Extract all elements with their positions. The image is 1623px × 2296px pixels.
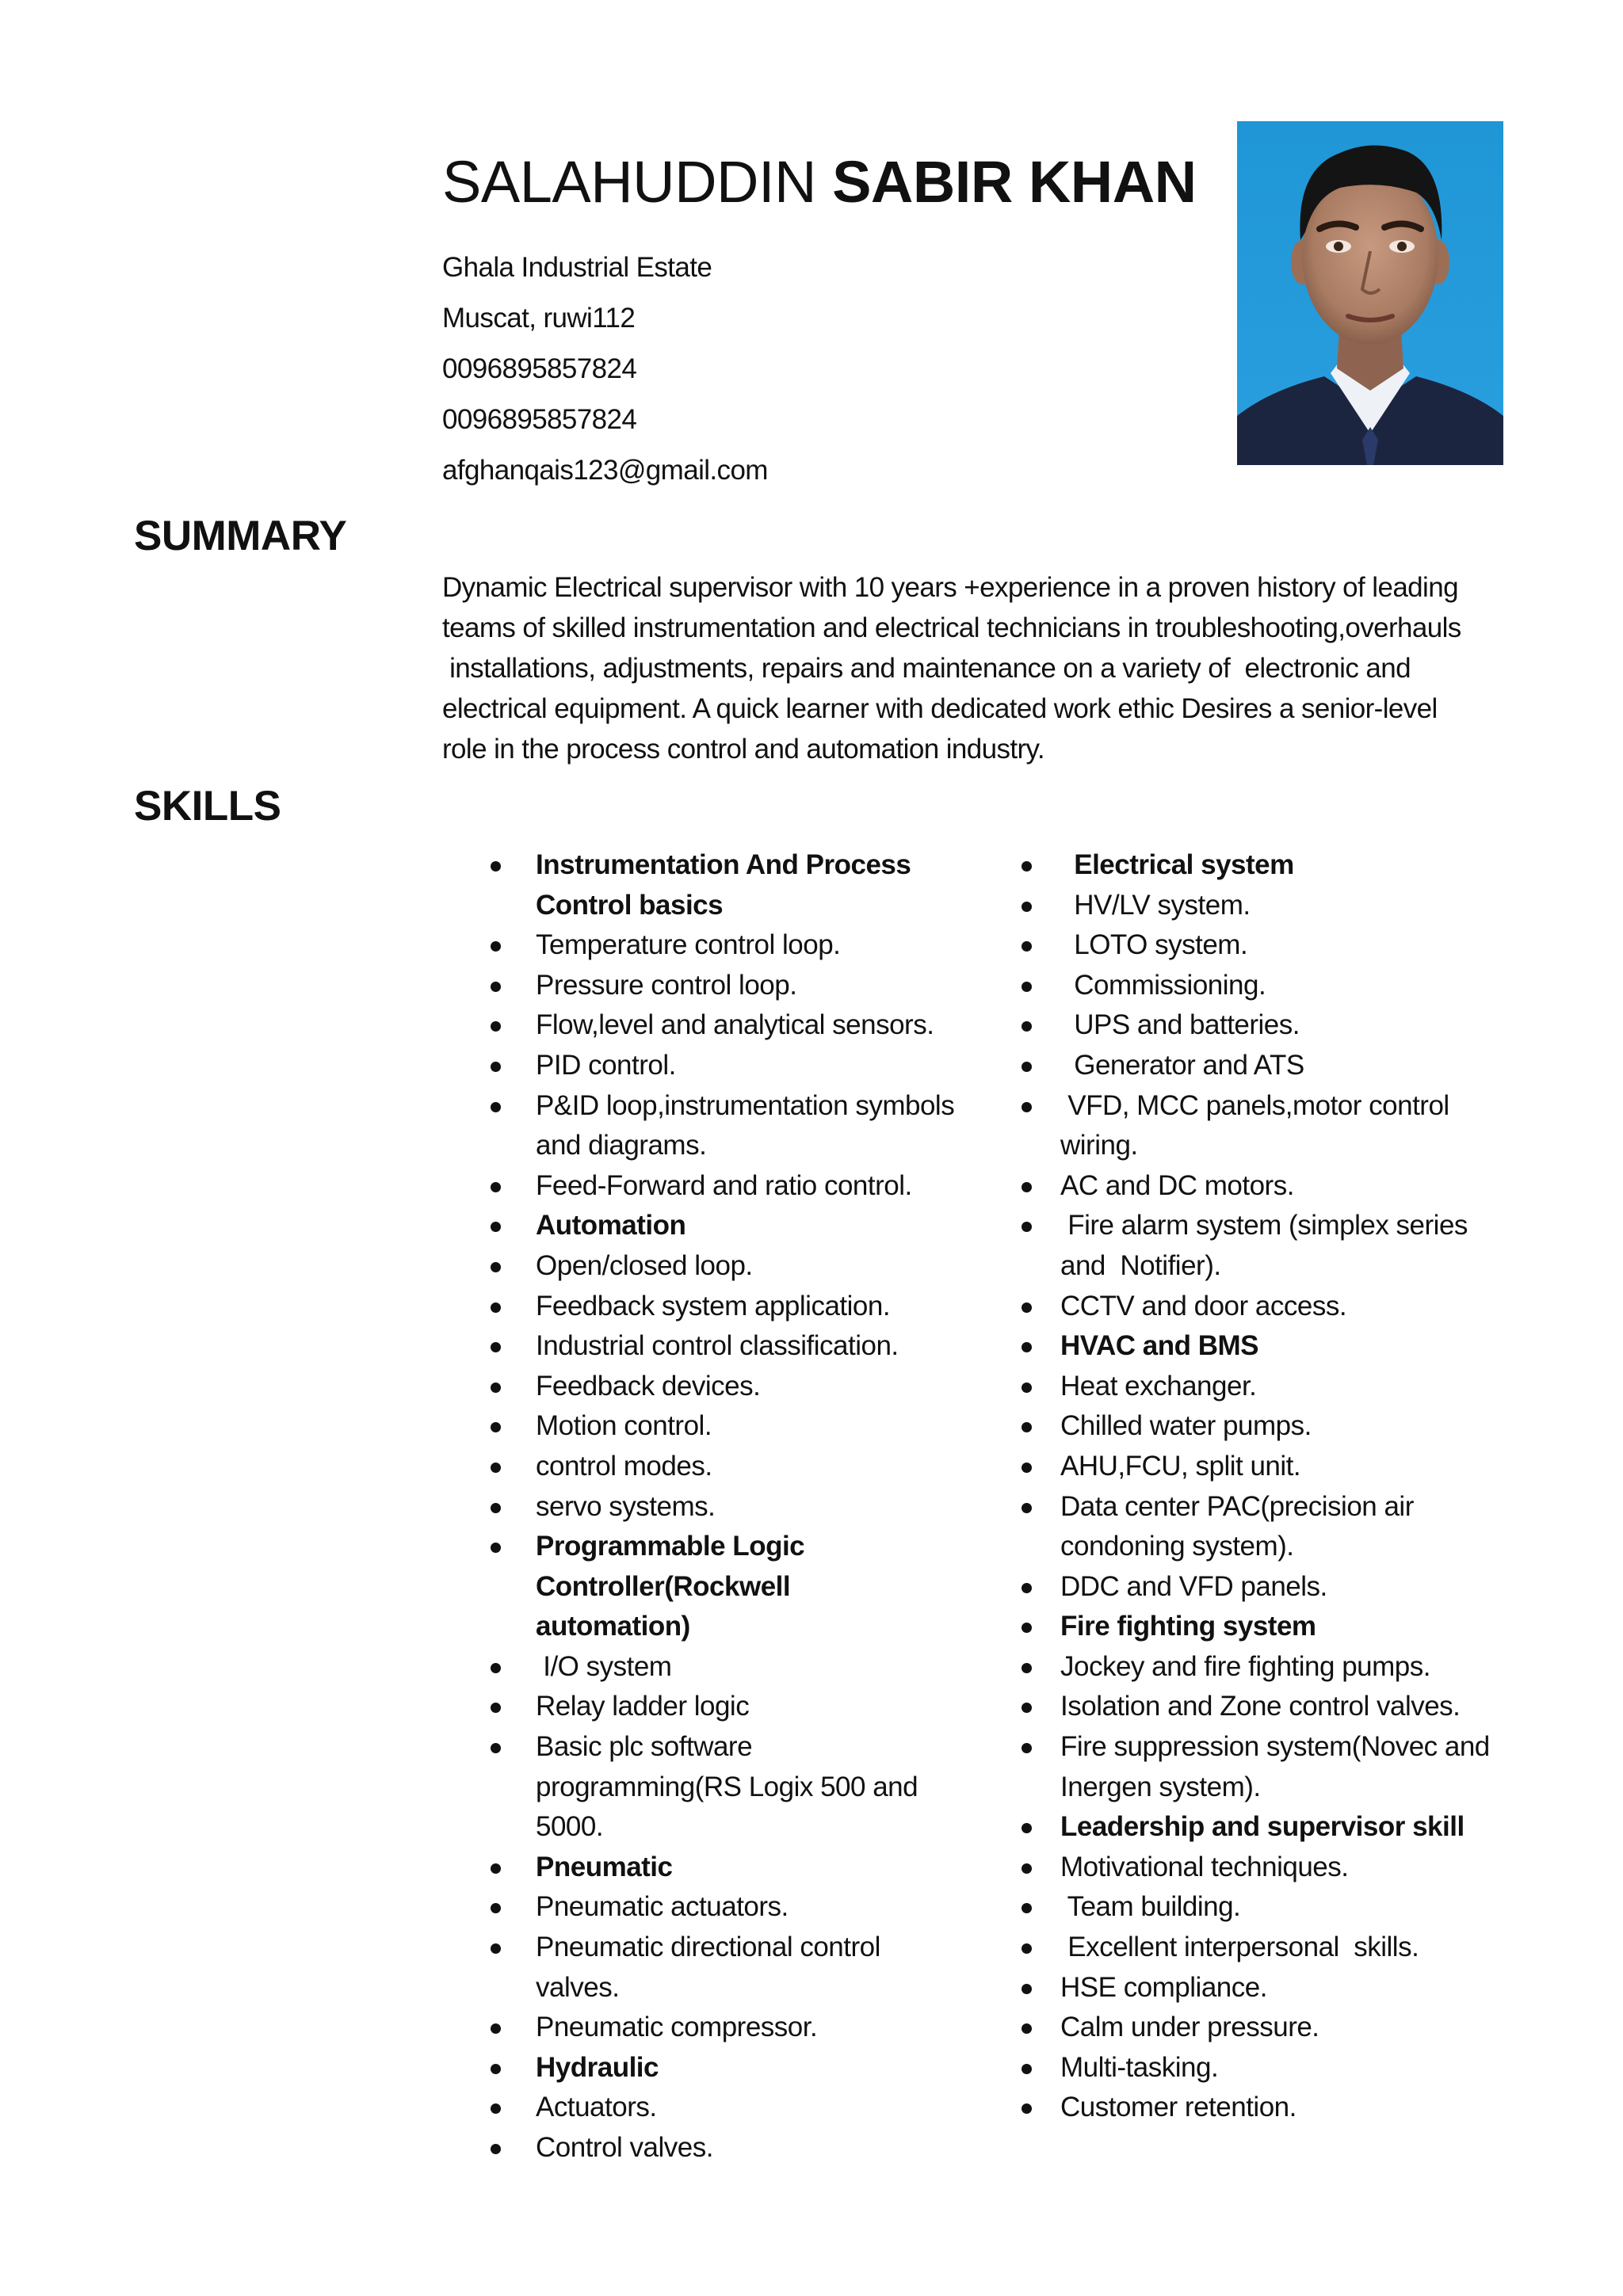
skill-text-line: 5000.	[536, 1811, 604, 1843]
skill-text-line: HSE compliance.	[1060, 1971, 1267, 2003]
bullet-icon	[1022, 1062, 1032, 1072]
summary-line: electrical equipment. A quick learner with dedicated work ethic Desires a senior-level	[442, 693, 1438, 724]
skill-text-line: Team building.	[1060, 1891, 1241, 1923]
skill-item	[1014, 2088, 1522, 2128]
skill-text-line: HVAC and BMS	[1060, 1330, 1259, 1362]
bullet-icon	[1022, 1863, 1032, 1874]
skill-text	[1060, 2048, 1522, 2088]
skill-item	[1014, 966, 1522, 1006]
summary-line: Dynamic Electrical supervisor with 10 years +experience in a proven history of leading	[442, 572, 1458, 603]
skill-text	[1060, 1848, 1522, 1888]
skill-category	[483, 845, 991, 925]
skill-item	[1014, 1206, 1522, 1286]
bullet-icon	[1022, 941, 1032, 952]
bullet-icon	[1022, 1021, 1032, 1032]
skill-item	[1014, 1848, 1522, 1888]
bullet-icon	[1022, 1984, 1032, 1994]
skill-text	[1060, 1287, 1522, 1327]
skill-item	[1014, 1287, 1522, 1327]
skill-text-line: Automation	[536, 1210, 686, 1241]
skill-text	[1060, 1326, 1522, 1367]
skill-text	[536, 1447, 991, 1487]
bullet-icon	[491, 1102, 501, 1112]
first-name: SALAHUDDIN	[442, 149, 816, 215]
skill-text-line: Temperature control loop.	[536, 929, 841, 961]
bullet-icon	[1022, 2103, 1032, 2114]
skill-text	[1067, 1005, 1522, 1046]
summary-paragraph	[442, 567, 1504, 769]
skill-text	[536, 845, 991, 925]
bullet-icon	[1022, 982, 1032, 992]
skill-item	[483, 1687, 991, 1727]
skill-text	[1060, 1887, 1522, 1928]
skill-text	[536, 1887, 991, 1928]
skill-text-line: Feed-Forward and ratio control.	[536, 1169, 912, 1201]
skill-text	[536, 925, 991, 966]
bullet-icon	[1022, 1623, 1032, 1633]
skills-left-column	[483, 845, 991, 2168]
bullet-icon	[1022, 1663, 1032, 1673]
skill-item	[483, 1005, 991, 1046]
skill-text	[536, 2008, 991, 2048]
summary-line: teams of skilled instrumentation and electrical technicians in troubleshooting,overhauls	[442, 612, 1461, 643]
skill-text	[1060, 1206, 1522, 1286]
summary-line: role in the process control and automation industry.	[442, 734, 1044, 765]
bullet-icon	[1022, 1182, 1032, 1192]
skill-item	[1014, 1887, 1522, 1928]
skill-text	[1067, 886, 1522, 926]
skill-item	[483, 1727, 991, 1848]
skill-text-line: Jockey and fire fighting pumps.	[1060, 1650, 1430, 1682]
skill-text-line: Calm under pressure.	[1060, 2012, 1319, 2043]
candidate-name	[442, 144, 1197, 220]
bullet-icon	[491, 1903, 501, 1913]
skill-text-line: P&ID loop,instrumentation symbols	[536, 1089, 955, 1121]
skill-text-line: Electrical system	[1067, 849, 1294, 880]
skill-text-line: CCTV and door access.	[1060, 1290, 1347, 1322]
skill-text	[536, 1005, 991, 1046]
skill-text-line: Basic plc software	[536, 1731, 753, 1763]
skill-text-line: Relay ladder logic	[536, 1691, 750, 1722]
skill-text	[536, 1206, 991, 1246]
bullet-icon	[491, 1021, 501, 1032]
skill-text-line: Pneumatic actuators.	[536, 1891, 789, 1923]
skill-text-line: Chilled water pumps.	[1060, 1410, 1312, 1442]
email: afghanqais123@gmail.com	[442, 455, 768, 486]
bullet-icon	[1022, 1943, 1032, 1954]
skill-item	[1014, 1727, 1522, 1807]
skill-text	[1060, 1647, 1522, 1688]
skills-heading: SKILLS	[134, 783, 281, 830]
summary-heading: SUMMARY	[134, 513, 347, 559]
skill-text	[536, 1367, 991, 1407]
skill-item	[1014, 1367, 1522, 1407]
bullet-icon	[1022, 902, 1032, 912]
skill-text	[1067, 925, 1522, 966]
skill-text	[536, 1086, 991, 1166]
skill-text-line: AHU,FCU, split unit.	[1060, 1450, 1301, 1482]
skill-text	[536, 1046, 991, 1086]
last-name: SABIR KHAN	[832, 149, 1197, 215]
skill-category	[483, 1206, 991, 1246]
skill-text-line: Inergen system).	[1060, 1771, 1261, 1802]
skill-item	[483, 1166, 991, 1207]
skill-text-line: VFD, MCC panels,motor control	[1060, 1089, 1449, 1121]
skill-text-line: Controller(Rockwell	[536, 1570, 791, 1602]
summary-line: installations, adjustments, repairs and maintenance on a variety of electronic and	[442, 653, 1411, 684]
bullet-icon	[491, 1383, 501, 1393]
bullet-icon	[1022, 1903, 1032, 1913]
bullet-icon	[491, 1943, 501, 1954]
skill-text	[1060, 1086, 1522, 1166]
skill-text	[1060, 1406, 1522, 1447]
skill-text-line: automation)	[536, 1611, 690, 1642]
skill-item	[483, 1487, 991, 1527]
skill-text-line: Heat exchanger.	[1060, 1370, 1257, 1402]
skill-item	[483, 2128, 991, 2168]
skill-item	[483, 1406, 991, 1447]
bullet-icon	[1022, 1222, 1032, 1232]
skill-item	[483, 1326, 991, 1367]
bullet-icon	[491, 1463, 501, 1473]
skill-item	[1014, 1166, 1522, 1207]
skill-text-line: HV/LV system.	[1067, 889, 1251, 921]
skill-text	[1060, 1166, 1522, 1207]
skill-text-line: Isolation and Zone control valves.	[1060, 1691, 1461, 1722]
skill-text	[536, 1848, 991, 1888]
skill-text-line: control modes.	[536, 1450, 712, 1482]
skill-text-line: I/O system	[536, 1650, 672, 1682]
skill-item	[483, 925, 991, 966]
bullet-icon	[491, 2023, 501, 2034]
bullet-icon	[491, 1543, 501, 1553]
skill-text	[536, 1326, 991, 1367]
skill-item	[1014, 1968, 1522, 2008]
skill-text	[536, 1727, 991, 1848]
bullet-icon	[1022, 1583, 1032, 1593]
bullet-icon	[1022, 1743, 1032, 1753]
skill-item	[483, 1086, 991, 1166]
bullet-icon	[491, 1062, 501, 1072]
skill-item	[483, 2088, 991, 2128]
skill-text	[1060, 2008, 1522, 2048]
skill-item	[1014, 1647, 1522, 1688]
skill-text-line: wiring.	[1060, 1130, 1138, 1161]
bullet-icon	[491, 1703, 501, 1713]
bullet-icon	[491, 1182, 501, 1192]
skill-text	[1067, 1046, 1522, 1086]
skill-text-line: valves.	[536, 1971, 620, 2003]
skill-text-line: Leadership and supervisor skill	[1060, 1811, 1465, 1843]
skill-item	[1014, 1928, 1522, 1968]
skill-text-line: Flow,level and analytical sensors.	[536, 1009, 934, 1041]
skill-text-line: Generator and ATS	[1067, 1049, 1304, 1081]
skill-text-line: Feedback system application.	[536, 1290, 891, 1322]
skill-text-line: Pneumatic	[536, 1851, 673, 1882]
bullet-icon	[1022, 1302, 1032, 1313]
bullet-icon	[491, 2144, 501, 2154]
address-line-1: Ghala Industrial Estate	[442, 252, 712, 283]
phone-1: 0096895857824	[442, 353, 637, 384]
skill-item	[1014, 2008, 1522, 2048]
skill-text	[536, 2048, 991, 2088]
bullet-icon	[491, 941, 501, 952]
bullet-icon	[1022, 1342, 1032, 1352]
skill-item	[1014, 925, 1522, 966]
skill-text	[1060, 1447, 1522, 1487]
profile-photo	[1237, 121, 1503, 465]
skill-text-line: Open/closed loop.	[536, 1249, 753, 1281]
skill-item	[1014, 1086, 1522, 1166]
skill-text-line: Motion control.	[536, 1410, 712, 1442]
skill-item	[483, 1887, 991, 1928]
bullet-icon	[1022, 1463, 1032, 1473]
skill-text-line: Motivational techniques.	[1060, 1851, 1349, 1882]
skill-text	[536, 2128, 991, 2168]
bullet-icon	[1022, 2023, 1032, 2034]
skill-category	[1014, 1326, 1522, 1367]
skill-text-line: and Notifier).	[1060, 1249, 1221, 1281]
skill-item	[483, 1447, 991, 1487]
skill-text	[536, 1166, 991, 1207]
skill-text	[536, 2088, 991, 2128]
bullet-icon	[1022, 1383, 1032, 1393]
skill-item	[483, 1046, 991, 1086]
skill-text-line: Commissioning.	[1067, 969, 1266, 1001]
skill-text	[1067, 966, 1522, 1006]
skill-category	[1014, 845, 1522, 886]
skill-text	[1060, 1367, 1522, 1407]
skill-item	[1014, 1406, 1522, 1447]
bullet-icon	[491, 861, 501, 871]
skill-item	[1014, 1447, 1522, 1487]
address-line-2: Muscat, ruwi112	[442, 303, 636, 334]
skill-text-line: AC and DC motors.	[1060, 1169, 1294, 1201]
skill-text	[536, 1928, 991, 2008]
skill-item	[483, 1928, 991, 2008]
skill-item	[1014, 886, 1522, 926]
bullet-icon	[1022, 861, 1032, 871]
skill-text-line: Feedback devices.	[536, 1370, 761, 1402]
skill-text-line: Pressure control loop.	[536, 969, 797, 1001]
bullet-icon	[491, 982, 501, 992]
skill-text-line: condoning system).	[1060, 1531, 1294, 1562]
skill-text	[536, 1487, 991, 1527]
skill-text	[536, 1406, 991, 1447]
skill-item	[483, 1647, 991, 1688]
skill-text	[536, 966, 991, 1006]
bullet-icon	[1022, 1823, 1032, 1833]
skill-text	[1060, 1607, 1522, 1647]
skill-item	[1014, 1687, 1522, 1727]
skill-text	[1060, 2088, 1522, 2128]
skill-text	[536, 1287, 991, 1327]
skill-item	[483, 966, 991, 1006]
skill-text-line: Programmable Logic	[536, 1531, 805, 1562]
skill-text-line: servo systems.	[536, 1490, 716, 1522]
skill-category	[1014, 1607, 1522, 1647]
bullet-icon	[1022, 1102, 1032, 1112]
skill-text-line: UPS and batteries.	[1067, 1009, 1300, 1041]
bullet-icon	[491, 1503, 501, 1513]
bullet-icon	[491, 1342, 501, 1352]
skill-text-line: Control basics	[536, 889, 724, 921]
bullet-icon	[491, 1302, 501, 1313]
bullet-icon	[491, 1262, 501, 1272]
skill-category	[1014, 1807, 1522, 1848]
skill-item	[1014, 1567, 1522, 1608]
skill-text	[1060, 1487, 1522, 1567]
skill-text	[1060, 1567, 1522, 1608]
skill-text	[536, 1687, 991, 1727]
skill-text	[536, 1647, 991, 1688]
skill-category	[483, 1527, 991, 1647]
skill-text-line: Pneumatic directional control	[536, 1932, 880, 1963]
skill-item	[483, 1287, 991, 1327]
skill-text-line: Multi-tasking.	[1060, 2051, 1219, 2083]
skill-text-line: Actuators.	[536, 2092, 657, 2123]
skill-text	[1067, 845, 1522, 886]
skill-text	[536, 1527, 991, 1647]
skill-item	[1014, 1005, 1522, 1046]
bullet-icon	[491, 2064, 501, 2074]
skill-text	[1060, 1807, 1522, 1848]
bullet-icon	[491, 1663, 501, 1673]
skill-text-line: Fire suppression system(Novec and	[1060, 1731, 1490, 1763]
skill-text-line: PID control.	[536, 1049, 676, 1081]
skills-right-column	[1014, 845, 1522, 2128]
skill-text-line: and diagrams.	[536, 1130, 707, 1161]
bullet-icon	[1022, 1422, 1032, 1432]
bullet-icon	[491, 1863, 501, 1874]
skill-text-line: Control valves.	[536, 2132, 713, 2163]
skill-text	[536, 1246, 991, 1287]
skill-text-line: programming(RS Logix 500 and	[536, 1771, 918, 1802]
skill-text-line: DDC and VFD panels.	[1060, 1570, 1327, 1602]
skill-text-line: Fire alarm system (simplex series	[1060, 1210, 1468, 1241]
skill-text	[1060, 1727, 1522, 1807]
bullet-icon	[491, 1743, 501, 1753]
bullet-icon	[1022, 1703, 1032, 1713]
skill-item	[1014, 2048, 1522, 2088]
skill-text-line: Industrial control classification.	[536, 1330, 899, 1362]
contact-block	[442, 246, 768, 499]
skill-item	[1014, 1487, 1522, 1567]
skill-text-line: Data center PAC(precision air	[1060, 1490, 1414, 1522]
skill-text	[1060, 1928, 1522, 1968]
skill-item	[1014, 1046, 1522, 1086]
skill-text-line: Pneumatic compressor.	[536, 2012, 818, 2043]
skill-category	[483, 2048, 991, 2088]
skill-item	[483, 2008, 991, 2048]
bullet-icon	[1022, 2064, 1032, 2074]
skill-text-line: Fire fighting system	[1060, 1611, 1316, 1642]
skill-text-line: Excellent interpersonal skills.	[1060, 1932, 1419, 1963]
bullet-icon	[1022, 1503, 1032, 1513]
bullet-icon	[491, 1222, 501, 1232]
bullet-icon	[491, 2103, 501, 2114]
skill-item	[483, 1367, 991, 1407]
skill-text-line: Instrumentation And Process	[536, 849, 911, 880]
bullet-icon	[491, 1422, 501, 1432]
skill-text-line: Customer retention.	[1060, 2092, 1296, 2123]
skill-category	[483, 1848, 991, 1888]
skill-text	[1060, 1968, 1522, 2008]
skill-text-line: Hydraulic	[536, 2051, 659, 2083]
skill-text	[1060, 1687, 1522, 1727]
skill-text-line: LOTO system.	[1067, 929, 1248, 961]
phone-2: 0096895857824	[442, 404, 637, 435]
skill-item	[483, 1246, 991, 1287]
